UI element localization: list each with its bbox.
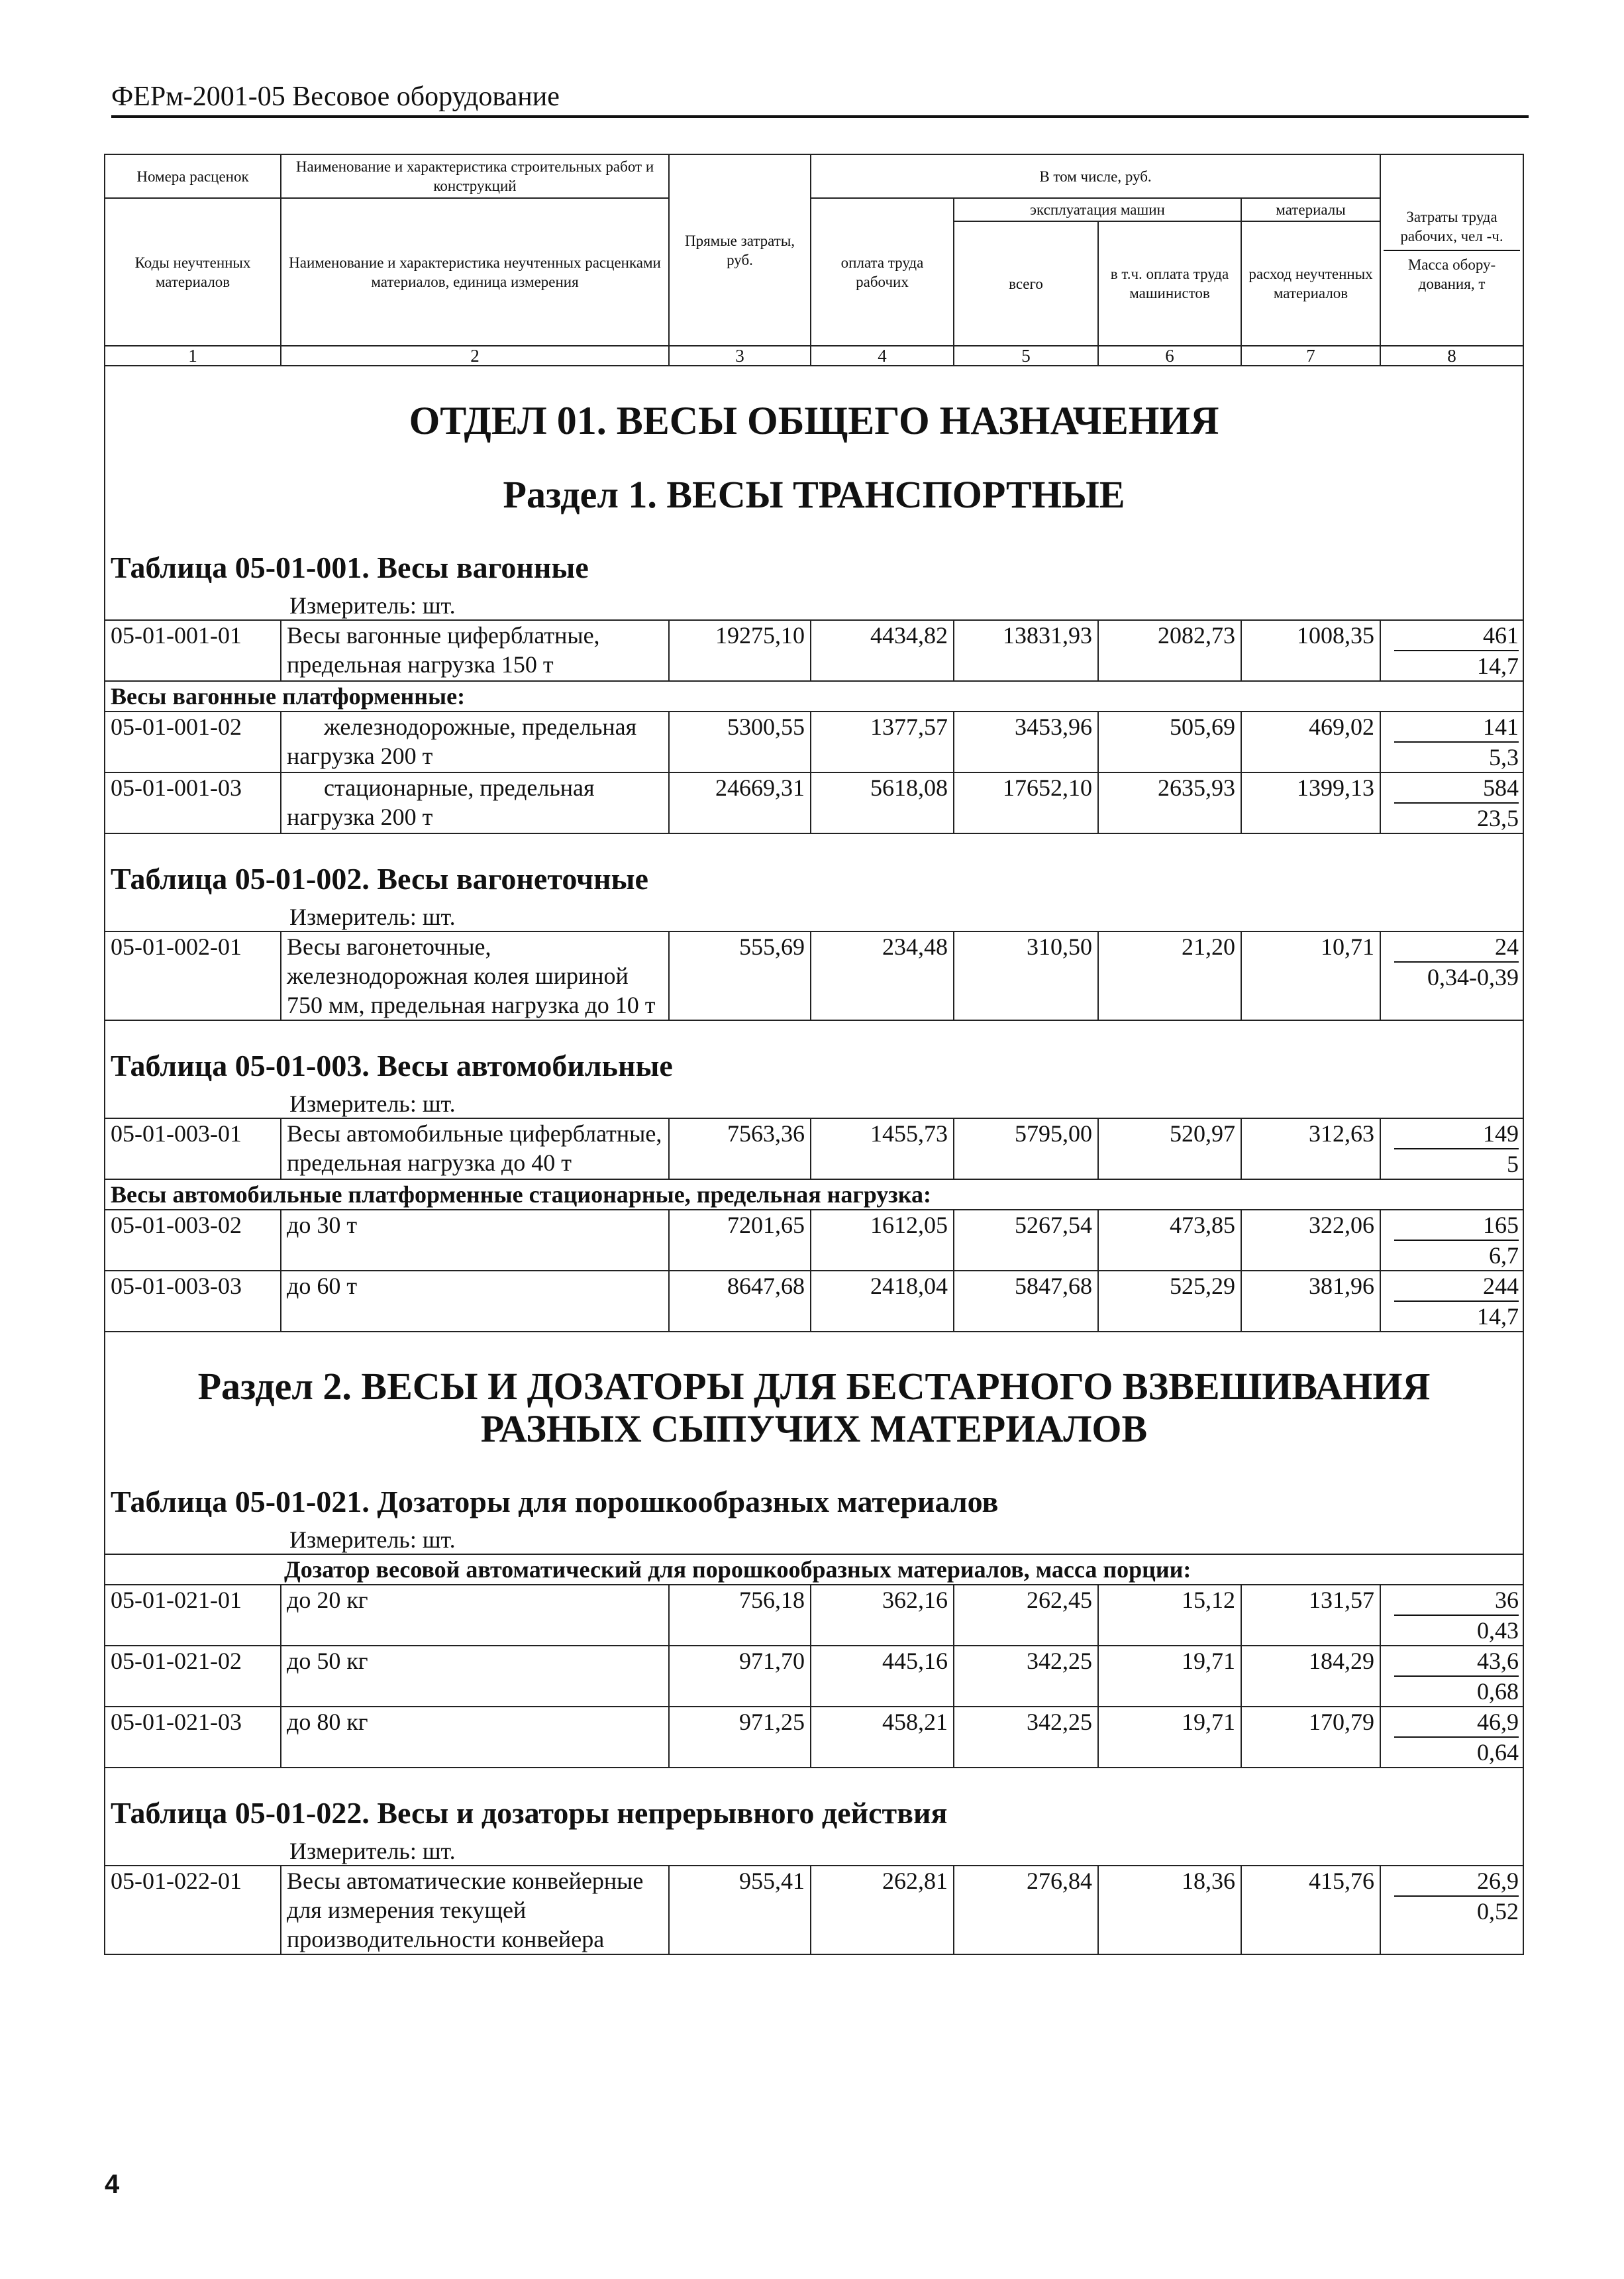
table-row: [105, 1866, 1523, 1954]
table-row: [105, 1707, 1523, 1768]
direct-cost: 955,41: [669, 1866, 811, 1954]
measure-unit: Измеритель: шт.: [289, 1526, 456, 1553]
rate-name: Весы автомобильные циферблатные, предельная нагрузка до 40 т: [281, 1118, 669, 1179]
col6-header: в т.ч. оплата труда машинистов: [1098, 221, 1241, 346]
rate-name: Весы автоматические конвейерные для измерения текущей производительности конвейера: [281, 1866, 669, 1954]
direct-cost: 5300,55: [669, 712, 811, 772]
col1-bottom: Коды неучтенных материалов: [105, 198, 281, 346]
col-num-2: 2: [281, 346, 669, 366]
labor-and-mass: [1380, 1271, 1523, 1332]
group-caption: Дозатор весовой автоматический для порошкообразных материалов, масса порции:: [105, 1554, 1523, 1585]
rate-code: 05-01-021-03: [105, 1707, 281, 1768]
direct-cost: 7563,36: [669, 1118, 811, 1179]
equipment-mass: 5,3: [1489, 744, 1519, 770]
labor-hours: 244: [1394, 1271, 1519, 1302]
col-num-5: 5: [954, 346, 1098, 366]
labor-and-mass: [1380, 931, 1523, 1020]
col-num-8: 8: [1380, 346, 1523, 366]
equipment-mass: 0,43: [1477, 1617, 1519, 1644]
department-title: ОТДЕЛ 01. ВЕСЫ ОБЩЕГО НАЗНАЧЕНИЯ: [409, 399, 1219, 443]
col8-top: Затраты труда рабочих, чел -ч.: [1384, 207, 1520, 251]
rate-name: Весы вагонные циферблатные, предельная нагрузка 150 т: [281, 620, 669, 681]
labor-hours: 584: [1394, 773, 1519, 804]
group-caption: Весы вагонные платформенные:: [105, 681, 1523, 712]
col2-top: Наименование и характеристика строительных работ и конструкций: [281, 154, 669, 198]
labor-cost: 2418,04: [811, 1271, 954, 1332]
machinist-cost: 525,29: [1098, 1271, 1241, 1332]
direct-cost: 756,18: [669, 1585, 811, 1646]
machine-cost: 3453,96: [954, 712, 1098, 772]
labor-cost: 458,21: [811, 1707, 954, 1768]
machine-cost: 5847,68: [954, 1271, 1098, 1332]
labor-cost: 445,16: [811, 1646, 954, 1707]
direct-cost: 24669,31: [669, 772, 811, 833]
rate-code: 05-01-002-01: [105, 931, 281, 1020]
rate-code: 05-01-003-03: [105, 1271, 281, 1332]
labor-cost: 362,16: [811, 1585, 954, 1646]
col8-header: [1380, 154, 1523, 346]
labor-and-mass: [1380, 1585, 1523, 1646]
material-cost: 131,57: [1241, 1585, 1380, 1646]
material-cost: 184,29: [1241, 1646, 1380, 1707]
rate-name: стационарные, предельная нагрузка 200 т: [281, 772, 669, 833]
equipment-mass: 14,7: [1477, 653, 1519, 679]
rate-code: 05-01-003-01: [105, 1118, 281, 1179]
equipment-mass: 0,52: [1477, 1898, 1519, 1925]
col2-bottom: Наименование и характеристика неучтенных расценками материалов, единица измерения: [281, 198, 669, 346]
labor-and-mass: [1380, 1118, 1523, 1179]
table-title: Таблица 05-01-002. Весы вагонеточные: [111, 862, 648, 896]
equipment-mass: 5: [1507, 1151, 1519, 1177]
col4-header: оплата труда рабочих: [811, 198, 954, 346]
col-num-7: 7: [1241, 346, 1380, 366]
col-num-3: 3: [669, 346, 811, 366]
direct-cost: 7201,65: [669, 1210, 811, 1271]
col-num-6: 6: [1098, 346, 1241, 366]
section-title: Раздел 1. ВЕСЫ ТРАНСПОРТНЫЕ: [503, 473, 1125, 516]
machine-cost: 276,84: [954, 1866, 1098, 1954]
measure-unit: Измеритель: шт.: [289, 904, 456, 930]
direct-cost: 555,69: [669, 931, 811, 1020]
machine-cost: 310,50: [954, 931, 1098, 1020]
col1-top: Номера расценок: [105, 154, 281, 198]
rates-table: [104, 154, 1524, 1955]
materials-header: материалы: [1241, 198, 1380, 221]
rate-name: Весы вагонеточные, железнодорожная колея шириной 750 мм, предельная нагрузка до 10 т: [281, 931, 669, 1020]
labor-hours: 461: [1394, 621, 1519, 651]
direct-cost: 8647,68: [669, 1271, 811, 1332]
rate-name: до 60 т: [281, 1271, 669, 1332]
equipment-mass: 0,68: [1477, 1678, 1519, 1705]
group-caption: Весы автомобильные платформенные стационарные, предельная нагрузка:: [105, 1179, 1523, 1210]
material-cost: 322,06: [1241, 1210, 1380, 1271]
table-title: Таблица 05-01-021. Дозаторы для порошкообразных материалов: [111, 1485, 999, 1518]
machinist-cost: 473,85: [1098, 1210, 1241, 1271]
machine-cost: 13831,93: [954, 620, 1098, 681]
direct-cost: 971,25: [669, 1707, 811, 1768]
rate-code: 05-01-001-02: [105, 712, 281, 772]
table-row: [105, 1210, 1523, 1271]
table-row: [105, 1118, 1523, 1179]
table-row: [105, 620, 1523, 681]
machinist-cost: 2635,93: [1098, 772, 1241, 833]
rate-code: 05-01-022-01: [105, 1866, 281, 1954]
rate-name: до 50 кг: [281, 1646, 669, 1707]
machinist-cost: 2082,73: [1098, 620, 1241, 681]
machinist-cost: 18,36: [1098, 1866, 1241, 1954]
material-cost: 415,76: [1241, 1866, 1380, 1954]
labor-hours: 26,9: [1394, 1866, 1519, 1897]
labor-cost: 234,48: [811, 931, 954, 1020]
labor-hours: 36: [1394, 1585, 1519, 1616]
including-header: В том числе, руб.: [811, 154, 1380, 198]
table-row: [105, 1585, 1523, 1646]
rate-name: до 30 т: [281, 1210, 669, 1271]
machine-cost: 262,45: [954, 1585, 1098, 1646]
labor-and-mass: [1380, 772, 1523, 833]
equipment-mass: 6,7: [1489, 1242, 1519, 1269]
rate-code: 05-01-001-01: [105, 620, 281, 681]
machine-cost: 5795,00: [954, 1118, 1098, 1179]
machine-cost: 5267,54: [954, 1210, 1098, 1271]
table-title: Таблица 05-01-001. Весы вагонные: [111, 551, 589, 584]
labor-and-mass: [1380, 1866, 1523, 1954]
machine-cost: 342,25: [954, 1646, 1098, 1707]
machinist-cost: 15,12: [1098, 1585, 1241, 1646]
material-cost: 469,02: [1241, 712, 1380, 772]
labor-and-mass: [1380, 620, 1523, 681]
table-title: Таблица 05-01-022. Весы и дозаторы непрерывного действия: [111, 1796, 948, 1830]
rate-code: 05-01-021-02: [105, 1646, 281, 1707]
equipment-mass: 0,64: [1477, 1739, 1519, 1766]
measure-unit: Измеритель: шт.: [289, 1090, 456, 1117]
rate-name: до 20 кг: [281, 1585, 669, 1646]
labor-and-mass: [1380, 1707, 1523, 1768]
labor-cost: 1612,05: [811, 1210, 954, 1271]
equipment-mass: 0,34-0,39: [1427, 964, 1519, 990]
labor-and-mass: [1380, 1210, 1523, 1271]
labor-hours: 149: [1394, 1119, 1519, 1149]
col5-header: всего: [954, 221, 1098, 346]
running-header: ФЕРм-2001-05 Весовое оборудование: [111, 78, 1529, 118]
labor-and-mass: [1380, 712, 1523, 772]
machinist-cost: 505,69: [1098, 712, 1241, 772]
rate-code: 05-01-021-01: [105, 1585, 281, 1646]
col3-header: Прямые затраты, руб.: [669, 154, 811, 346]
labor-cost: 5618,08: [811, 772, 954, 833]
labor-cost: 1377,57: [811, 712, 954, 772]
machinist-cost: 21,20: [1098, 931, 1241, 1020]
col8-bottom: Масса обору-дования, т: [1407, 256, 1496, 292]
labor-and-mass: [1380, 1646, 1523, 1707]
equipment-mass: 14,7: [1477, 1303, 1519, 1330]
table-row: [105, 931, 1523, 1020]
col7-header: расход неучтенных материалов: [1241, 221, 1380, 346]
labor-cost: 4434,82: [811, 620, 954, 681]
material-cost: 381,96: [1241, 1271, 1380, 1332]
machine-cost: 17652,10: [954, 772, 1098, 833]
measure-unit: Измеритель: шт.: [289, 1838, 456, 1864]
rate-code: 05-01-003-02: [105, 1210, 281, 1271]
rate-name: железнодорожные, предельная нагрузка 200 т: [281, 712, 669, 772]
col-num-4: 4: [811, 346, 954, 366]
section-title-line-1: Раздел 2. ВЕСЫ И ДОЗАТОРЫ ДЛЯ БЕСТАРНОГО ВЗВЕШИВАНИЯ: [197, 1365, 1431, 1408]
col-num-1: 1: [105, 346, 281, 366]
rate-code: 05-01-001-03: [105, 772, 281, 833]
machinist-cost: 520,97: [1098, 1118, 1241, 1179]
labor-hours: 24: [1394, 932, 1519, 963]
labor-hours: 165: [1394, 1210, 1519, 1241]
equipment-mass: 23,5: [1477, 805, 1519, 831]
labor-hours: 46,9: [1394, 1707, 1519, 1738]
table-row: [105, 772, 1523, 833]
table-row: [105, 1646, 1523, 1707]
page-number: 4: [105, 2170, 120, 2199]
labor-hours: 43,6: [1394, 1646, 1519, 1677]
machines-header: эксплуатация машин: [954, 198, 1241, 221]
table-row: [105, 712, 1523, 772]
material-cost: 10,71: [1241, 931, 1380, 1020]
material-cost: 312,63: [1241, 1118, 1380, 1179]
material-cost: 170,79: [1241, 1707, 1380, 1768]
labor-hours: 141: [1394, 712, 1519, 743]
material-cost: 1008,35: [1241, 620, 1380, 681]
machinist-cost: 19,71: [1098, 1707, 1241, 1768]
rate-name: до 80 кг: [281, 1707, 669, 1768]
material-cost: 1399,13: [1241, 772, 1380, 833]
table-row: [105, 1271, 1523, 1332]
table-title: Таблица 05-01-003. Весы автомобильные: [111, 1049, 673, 1083]
direct-cost: 19275,10: [669, 620, 811, 681]
labor-cost: 1455,73: [811, 1118, 954, 1179]
direct-cost: 971,70: [669, 1646, 811, 1707]
section-title-line-2: РАЗНЫХ СЫПУЧИХ МАТЕРИАЛОВ: [480, 1407, 1148, 1450]
machinist-cost: 19,71: [1098, 1646, 1241, 1707]
measure-unit: Измеритель: шт.: [289, 592, 456, 619]
machine-cost: 342,25: [954, 1707, 1098, 1768]
labor-cost: 262,81: [811, 1866, 954, 1954]
